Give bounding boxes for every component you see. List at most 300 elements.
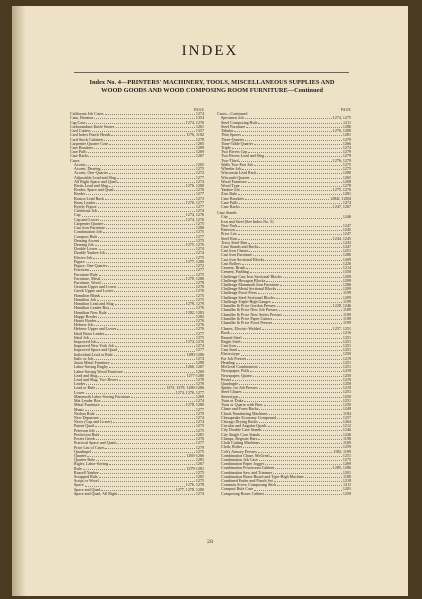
index-entry-label: Chesapeake Economy Compound [221,415,276,420]
index-entry-label: Card Index Punch Heads [70,133,111,138]
index-entry-page: 1274 [195,247,204,252]
index-entry-page: 1274 [195,415,204,420]
leader-dots [109,184,185,187]
index-entry-label: Common Screw Composing Stick [221,483,277,488]
leader-dots [100,433,195,436]
index-entry-page: 1276, 1280 [332,129,351,134]
leader-dots [96,429,195,432]
leader-dots [100,239,195,242]
index-entry-label: Wiscomb Quarter [221,175,250,180]
leader-dots [118,285,195,288]
leader-dots [86,382,195,385]
index-entry-page: 1184 [343,411,351,416]
index-entry-page: 1188 [343,316,351,321]
index-entry-page: 1275 [195,479,204,484]
leader-dots [115,302,185,305]
leader-dots [231,331,342,334]
index-entry-label: Furniture, Metal [74,276,101,281]
leader-dots [94,146,195,149]
leader-dots [243,336,342,339]
index-entry-label: Metal Furniture [74,403,100,408]
index-entry-label: Case Brackets [70,145,94,150]
index-entry-label: Challenge Steel Sectional Blocks [221,295,275,300]
index-entry-label: Specimen Job [221,116,244,121]
index-entry-page: 1274, 1276 [185,120,204,125]
index-entry-page: 1274, 1276, 1277 [175,390,204,395]
leader-dots [245,197,329,200]
index-entry-label: Combination Poweroom Cabinet [221,466,275,471]
index-entry-label: Lead or Rule [74,386,96,391]
index-entry-page: 1274 [195,491,204,496]
index-entry-page: 1277-1280 [186,373,204,378]
index-entry-label: Hebrew Job [74,323,94,328]
index-entry-label: Challenge Cast Iron Sectional Blocks [221,274,282,279]
leader-dots [115,344,195,347]
index-entry-page: 1267 [195,154,204,159]
index-entry-label: Book [221,331,230,336]
index-entry-label: Rigler, Labor-Saving [74,462,109,467]
leader-dots [265,258,342,261]
leader-dots [114,289,194,292]
leader-dots [100,218,185,221]
leader-dots [261,433,342,436]
index-entry-page: 1274 [195,420,204,425]
leader-dots [273,471,342,474]
leader-dots [100,471,195,474]
index-entry-page: 1276, 1279 [332,158,351,163]
leader-dots [249,249,341,252]
index-entry-page: 1277, 1278, 1280 [175,487,204,492]
leader-dots [242,167,342,170]
index-entry-page: 1228, 1246 [332,304,351,309]
index-entry-label: Wheeler Job [221,167,242,172]
leader-dots [92,450,195,453]
index-entry-page: 1257, 1251 [332,327,351,332]
leader-dots [273,317,342,320]
index-entry-page: 1176, 1182 [186,133,204,138]
index-entry-label: Chandler & Price Gordon Presses [221,304,276,309]
index-entry-page: 1280 [342,171,351,176]
index-entry-label: Double Yankee Job [74,251,106,256]
index-entry-label: Cans, Benzine [70,116,94,121]
leader-dots [305,475,342,478]
leader-dots [239,382,342,385]
index-entry-label: Cast Rollers [221,261,241,266]
index-entry-label: Thin Spaces [221,133,241,138]
leader-dots [124,370,195,373]
index-entry-label: Hamilton New Rule [74,310,107,315]
leader-dots [245,138,342,141]
leader-dots [254,163,342,166]
leader-dots [98,374,185,377]
leader-dots [96,458,195,461]
leader-dots [93,256,195,259]
index-entry-page: 1279 [342,154,351,159]
index-entry-label: Double Lower [74,247,98,252]
leader-dots [99,273,195,276]
leader-dots [259,407,341,410]
index-entry-page: 1277 [195,331,204,336]
index-entry-label: Triple [221,145,231,150]
index-entry-page: 1277 [195,407,204,412]
index-entry-page: 1246 [342,215,351,220]
index-entry-page: 1275 [342,167,351,172]
leader-dots [254,142,342,145]
leader-dots [106,251,195,254]
index-entry-label: California Job Cases [70,112,104,117]
index-entry-page: 1209 [342,295,351,300]
index-entry-label: Hamilton Lead and Slug [74,302,114,307]
index-entry-page: 1281 [342,133,351,138]
index-entry-label: Cast Iron Chases [221,249,249,254]
index-entry-page: 1275 [195,293,204,298]
leader-dots [100,416,195,419]
index-entry-label: City Single Case Stands [221,432,261,437]
index-entry-page: 1246 [342,428,351,433]
index-entry-label: Nedora Rule [74,411,95,416]
left-page-label: PAGE [193,108,204,112]
leader-dots [102,281,195,284]
index-entry-page: 1350 [342,270,351,275]
index-entry-label: Cast Iron Sectional Blocks [221,257,265,262]
index-entry-label: Bertis Lead and Slug [74,183,109,188]
index-entry-page: 1266 [342,141,351,146]
leader-dots [277,416,342,419]
leader-dots [247,357,342,360]
index-entry-label: Perfection Rule [74,432,100,437]
index-entry-label: Combination Chase, McGreal [221,453,270,458]
index-entry-label: For Job Presses [221,356,247,361]
index-entry [217,205,351,209]
index-entry-label: Byerly Figure [74,205,97,210]
index-entry-label: Border [74,192,86,197]
leader-dots [96,386,165,389]
leader-dots [90,154,195,157]
index-entry-page: 1250 [342,373,351,378]
index-entry-page: 1259 [342,445,351,450]
index-entry-label: Rule [74,466,82,471]
index-entry-page: 1251 [342,348,351,353]
index-entry-page: 1209 [342,287,351,292]
leader-dots [243,390,342,393]
leader-dots [117,180,194,183]
index-entry-label: Chicago Drying Racks [221,419,258,424]
leader-dots [248,180,342,183]
index-entry-label: Case Racks [70,154,89,159]
leader-dots [105,332,195,335]
index-entry-label: Paterson [221,228,235,233]
index-entry-page: 1266, 1267 [185,365,204,370]
index-entry-label: All Right Space and Quad [74,179,117,184]
index-entry-label: Jason Metal Furniture [74,361,110,366]
leader-dots [116,125,195,128]
index-entry-page: 1357 [195,129,204,134]
index-entry-page: 1199 [343,320,351,325]
index-entry-label: Furniture, Wood [74,280,101,285]
index-entry-page: 1276 [195,318,204,323]
index-entry-label: Improved New York Job [74,344,114,349]
index-entry [70,492,204,496]
index-entry-label: Hebrew Upper and Lower [74,327,117,332]
index-entry-page: 1274, 1275 [332,116,351,121]
index-entry-page: 1279 [342,137,351,142]
index-entry-label: Tracy Steel Run [221,240,248,245]
leader-dots [275,466,332,469]
index-entry-label: Hamilton Blank [74,293,100,298]
index-entry-page: 1226 [342,261,351,266]
index-entry-page: 1274 [195,251,204,256]
leader-dots [258,437,342,440]
leader-dots [259,386,342,389]
index-entry-label: Combination Paper Jogger [221,462,265,467]
leader-dots [101,488,174,491]
index-entry-label: Cement, Brush [221,266,246,271]
leader-dots [238,348,342,351]
index-entry-label: Chandler & Price New Series Presses [221,312,282,317]
index-entry-page: 1264 [342,419,351,424]
index-entry-page: 1285, 1286 [332,466,351,471]
index-entry-page: 1286 [195,226,204,231]
index-entry-page: 1198 [343,436,351,441]
index-entry-page: 1278, 1286 [185,276,204,281]
leader-dots [241,184,342,187]
index-entry-label: Accent, Dearing [74,167,101,172]
leader-dots [280,283,342,286]
index-entry-page: 1269 [195,150,204,155]
leader-dots [264,403,342,406]
index-entry-label: Brazed Steel [221,335,242,340]
right-page-label: PAGE [340,108,351,112]
leader-dots [104,138,195,141]
index-entry-label: Clamps, Register Bars [221,436,258,441]
index-entry-page: 1277 [195,234,204,239]
leader-dots [116,441,194,444]
index-entry-page: 1272 [195,171,204,176]
index-entry-page: 1277, 1280 [185,259,204,264]
leader-dots [276,296,342,299]
index-entry-label: Heading [221,360,235,365]
index-entry-page: 1281 [195,432,204,437]
index-entry-label: Zinc Rule [221,192,238,197]
leader-dots [86,121,184,124]
leader-dots [111,361,195,364]
leader-dots [243,445,342,448]
leader-dots [259,420,342,423]
index-entry-page: 1275 [195,428,204,433]
index-entry-page: 1277 [195,348,204,353]
leader-dots [131,395,195,398]
index-entry-page: 1286 [342,253,351,258]
leader-dots [94,323,194,326]
index-entry-page: 1275 [195,470,204,475]
leader-dots [268,424,342,427]
index-entry-label: City Double Case Stands [221,428,262,433]
index-entry-label: Case Brackets [221,196,245,201]
leader-dots [238,224,341,227]
index-entry-label: City [221,215,228,220]
index-entry-page: 1280 [195,361,204,366]
index-entry-label: Lead and Slug, Two Rivers [74,378,119,382]
index-entry [217,492,351,496]
index-entry-label: Dearing Accent [74,238,100,243]
leader-dots [86,192,195,195]
index-entry-label: New York [221,223,238,228]
index-entry-page: 1276 [195,327,204,332]
leader-dots [273,321,342,324]
index-entry-page: 1247 [342,245,351,249]
leader-dots [117,176,195,179]
index-entry-label: Case Pulls [70,150,87,155]
index-entry-page: 1219 [342,386,351,391]
index-entry-label: Mammoth Labor-Saving Furniture [74,394,131,399]
index-entry-page: 1244, 1245 [332,236,351,241]
index-entry-label: Wisconsin Lead Rack [221,171,257,176]
index-entry-label: Happy Border [74,314,98,319]
leader-dots [105,112,195,115]
leader-dots [98,315,195,318]
index-entry-label: Cap Case [70,120,86,125]
index-entry-page: 1279 [342,150,351,155]
index-entry-label: Combined Ender and Punch Set [221,479,273,484]
index-entry-page: 1275 [195,272,204,277]
index-entry-page: 1284f, 1284f [330,196,351,201]
index-entry-page: 1289 [195,145,204,150]
leader-dots [95,243,185,246]
leader-dots [257,171,342,174]
leader-dots [113,420,195,423]
index-heading-line-1: Index No. 4—PRINTERS' MACHINERY, TOOLS, MISCELLANEOUS SUPPLIES AND [89,79,335,86]
index-entry-page: 1275 [342,162,351,167]
leader-dots [239,395,342,398]
index-entry-page: 1275, 1276 [332,188,351,193]
index-entry-label: Quarter Rule [74,458,96,463]
index-entry-label: Cement, Padding [221,270,249,275]
index-entry-page: 1251 [342,339,351,344]
index-entry-page: 1286 [342,282,351,287]
index-entry-label: Two Rivers Cap [221,150,248,155]
index-entry-label: Twin or Duke [221,398,244,403]
index-entry-page: 1209 [342,257,351,262]
index-entry-page: 1251 [342,453,351,458]
index-entry-label: Case Racks [221,205,240,210]
index-entry-page: 1275, 1279, 1280-1286 [166,386,204,391]
index-entry-page: 1219 [342,356,351,361]
index-entry-label: Improved Space and Quad [74,348,118,353]
index-entry-label: Compact Rule Case [221,487,254,492]
leader-dots [99,475,195,478]
leader-dots [96,412,195,415]
index-entry-label: Steel Furniture [221,124,246,129]
index-entry-page: 1251 [342,249,351,254]
index-entry-label: Russell Yankee [74,470,99,475]
index-entry-page: 1281 [342,487,351,492]
page-binding-shadow [12,6,26,596]
leader-dots [105,446,194,449]
leader-dots [86,391,175,394]
index-entry-label: Electro Job [74,255,93,260]
index-entry-page: 1278 [195,280,204,285]
index-entry-page: 1279-1281 [186,466,204,471]
leader-dots [92,129,195,132]
index-entry-label: California Job [74,209,98,214]
index-entry-page: 1275 [195,335,204,340]
index-entry-label: German Upper and Lower [74,285,117,290]
index-page [12,6,408,596]
index-entry-page: 1274 [195,356,204,361]
leader-dots [246,125,342,128]
index-entry-page: 1280-1286 [186,352,204,357]
leader-dots [248,241,342,244]
index-entry-page: 1276, 1277 [185,200,204,205]
index-entry-page: 1275 [195,238,204,243]
index-entry-label: McGreal Combination [221,365,258,370]
leader-dots [109,365,185,368]
leader-dots [238,237,332,240]
index-entry-label: Greek Upper and Lower [74,289,114,294]
index-entry-label: Furniture Rule [74,272,98,277]
index-entry-page: 1276 [195,323,204,328]
leader-dots [229,215,342,218]
index-entry-page: 1269 [342,462,351,467]
leader-dots [283,313,342,316]
leader-dots [85,408,195,411]
leader-dots [253,253,342,256]
index-entry-page: 1281 [195,458,204,463]
index-entry-page: 1279 [195,445,204,450]
leader-dots [265,154,342,157]
index-entry-page: 1251 [342,344,351,349]
leader-dots [101,403,185,406]
index-entry-label: Iron and Steel (See Index No. 5) [221,219,274,224]
index-entry-label: Italic or Job [74,356,94,361]
page-number: 28 [206,539,214,545]
index-entry-label: Newspaper, Pulls [221,369,250,374]
index-entry-page: 1277 [195,192,204,197]
index-entry-page: 1251 [342,335,351,340]
index-entry-page: 1274, 1276 [185,340,204,345]
index-entry-page: 1257 [342,415,351,420]
leader-dots [119,378,195,381]
leader-dots [114,353,186,356]
index-entry-label: Case Pulls [221,200,238,205]
index-entry-page: 1275 [195,297,204,302]
leader-dots [250,369,342,372]
leader-dots [236,361,342,364]
leader-dots [265,492,342,495]
index-entry-page: 1268 [342,179,351,184]
index-entry-label: Script or Wood [74,479,99,484]
index-entry-label: Challenge Proof Press [221,291,257,296]
index-entry-label: Patent Quad [74,424,94,429]
leader-dots [88,150,195,153]
leader-dots [118,492,195,495]
leader-dots [265,462,342,465]
leader-dots [96,201,185,204]
index-entry-page: 1276, 1278 [185,483,204,488]
index-entry-label: Circular and Angular Quads [221,424,267,429]
index-entry-page: 1274 [195,112,204,117]
index-entry-label: Space [74,483,84,488]
index-entry-label: Cast Iron Furniture [221,253,253,258]
leader-dots [99,247,195,250]
index-entry-page: 1282, 1283 [185,310,204,315]
leader-dots [117,327,195,330]
index-entry-label: Bright Steel [221,339,241,344]
index-entry-label: Three-Quarter [221,137,245,142]
leader-dots [258,121,342,124]
index-entry-label: New Departure [74,415,99,420]
index-entry-label: Cases—Continued [217,112,248,117]
